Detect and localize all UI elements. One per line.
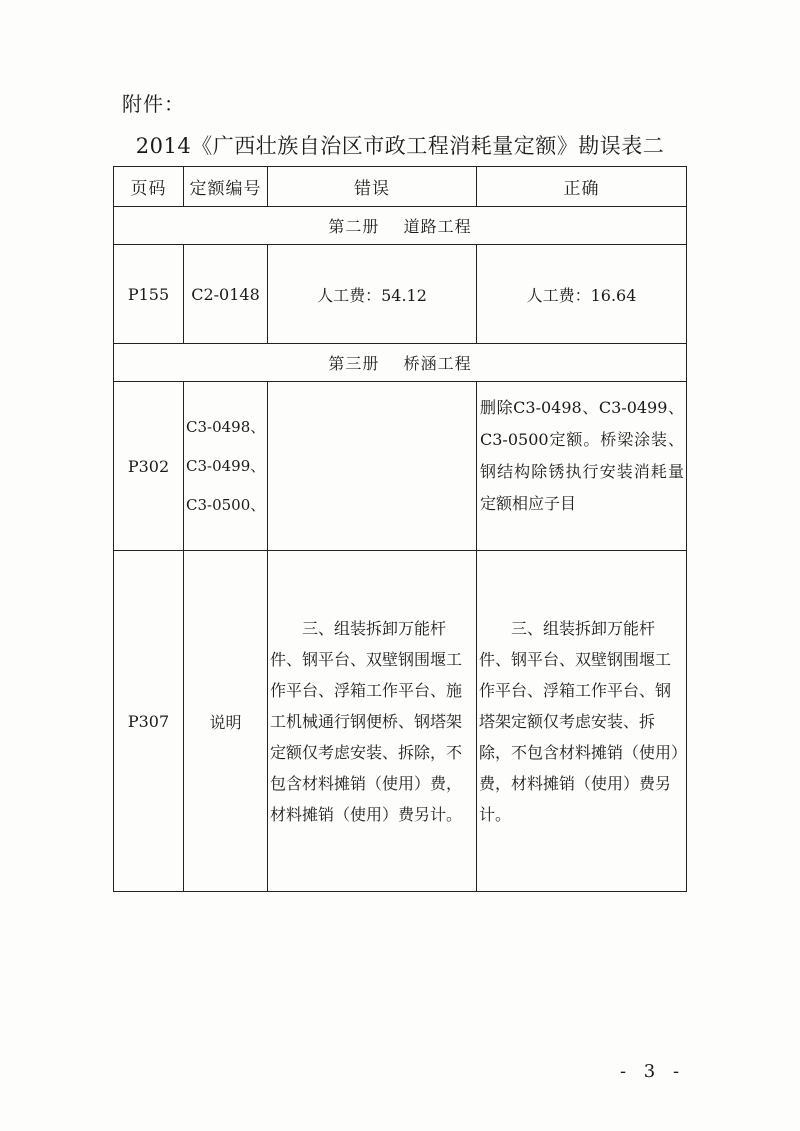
cell-wrong xyxy=(268,382,477,551)
cell-wrong: 三、组装拆卸万能杆件、钢平台、双壁钢围堰工作平台、浮箱工作平台、施工机械通行钢便桥、钢塔架定额仅考虑安装、拆除，不包含材料摊销（使用）费，材料摊销（使用）费另计。 xyxy=(268,551,477,892)
cell-code: 说明 xyxy=(184,551,268,892)
errata-table xyxy=(113,166,687,892)
column-header-right: 正确 xyxy=(477,167,687,207)
table-row-p155 xyxy=(114,245,687,344)
table-row-p302 xyxy=(114,382,687,551)
cell-code: C2-0148 xyxy=(184,245,268,344)
code-item: C3-0499、 xyxy=(186,456,266,475)
cell-code-list xyxy=(184,382,268,551)
column-header-page: 页码 xyxy=(114,167,184,207)
cell-page: P155 xyxy=(114,245,184,344)
page-number: - 3 - xyxy=(620,1061,686,1082)
table-row-p307 xyxy=(114,551,687,892)
column-header-code: 定额编号 xyxy=(184,167,268,207)
cell-right: 删除C3-0498、C3-0499、C3-0500定额。桥梁涂装、钢结构除锈执行安装消耗量定额相应子目 xyxy=(477,382,687,551)
cell-page: P302 xyxy=(114,382,184,551)
cell-wrong: 人工费：54.12 xyxy=(268,245,477,344)
document-title: 2014《广西壮族自治区市政工程消耗量定额》勘误表二 xyxy=(135,134,665,158)
section-heading-bridge: 第三册 桥涵工程 xyxy=(114,344,687,382)
code-item: C3-0498、 xyxy=(186,417,266,436)
section-heading-road: 第二册 道路工程 xyxy=(114,207,687,245)
section-row-bridge xyxy=(114,344,687,382)
column-header-wrong: 错误 xyxy=(268,167,477,207)
code-item: C3-0500、 xyxy=(186,495,266,514)
attachment-label: 附件： xyxy=(122,92,185,116)
cell-right: 三、组装拆卸万能杆件、钢平台、双壁钢围堰工作平台、浮箱工作平台、钢塔架定额仅考虑安装、拆除，不包含材料摊销（使用）费，材料摊销（使用）费另计。 xyxy=(477,551,687,892)
table-header-row xyxy=(114,167,687,207)
cell-page: P307 xyxy=(114,551,184,892)
cell-right: 人工费：16.64 xyxy=(477,245,687,344)
section-row-road xyxy=(114,207,687,245)
